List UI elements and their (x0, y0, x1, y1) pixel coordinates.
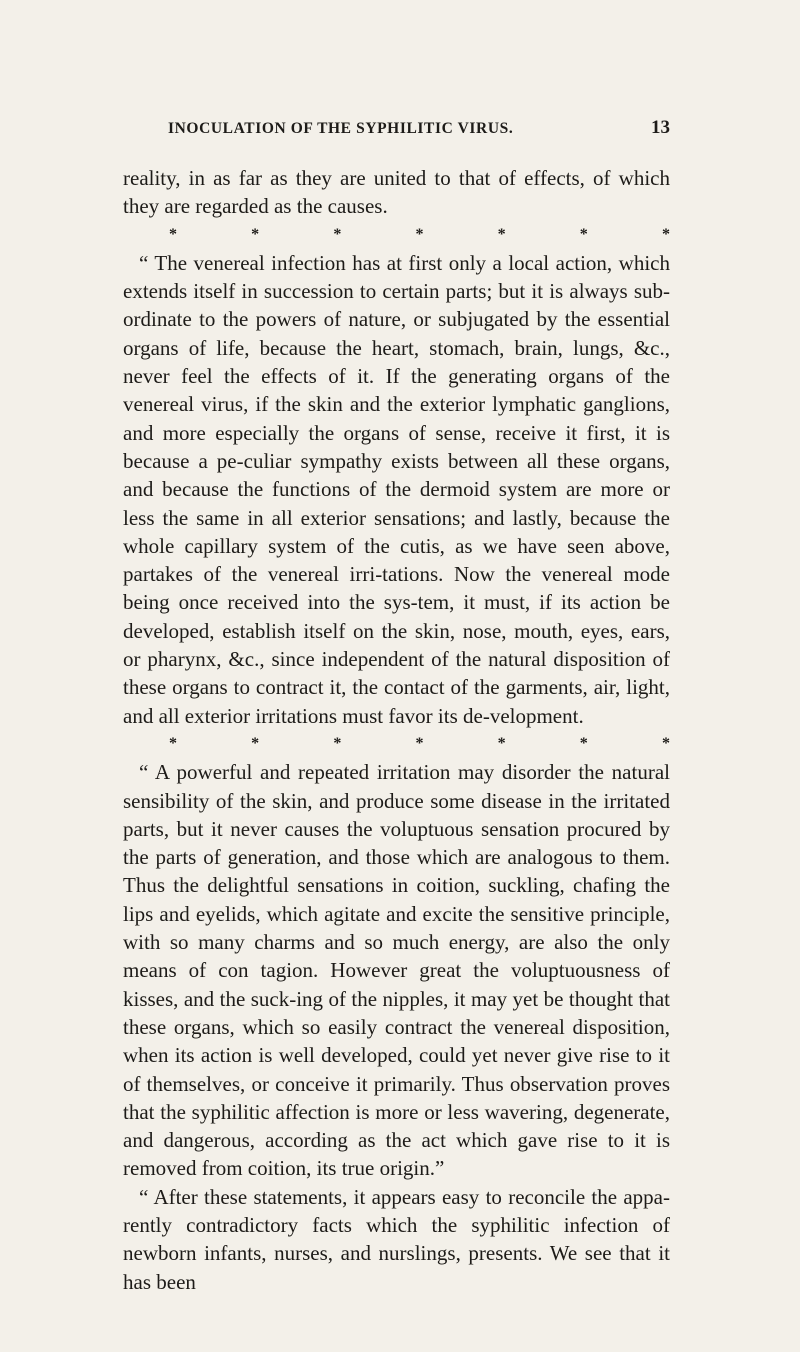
asterisk: * (415, 734, 424, 752)
paragraph-venereal-infection: “ The venereal infection has at first only a local action, which extends itself in succession to certain parts; but it is always sub-ordinate to the powers of nature, or subjugated by the essential organs of life, because the heart, stomach, brain, lungs, &c., never feel the effects of it. If the generating organs of the venereal virus, if the skin and the exterior lymphatic ganglions, and more especially the organs of sense, receive it first, it is because a pe-culiar sympathy exists between all these organs, and because the functions of the dermoid system are more or less the same in all exterior sensations; and lastly, because the whole capillary system of the cutis, as we have seen above, partakes of the venereal irri-tations. Now the venereal mode being once received into the sys-tem, it must, if its action be developed, establish itself on the skin, nose, mouth, eyes, ears, or pharynx, &c., since independent of the natural disposition of these organs to contract it, the contact of the garments, air, light, and all exterior irritations must favor its de-velopment. (123, 250, 670, 728)
asterisk: * (333, 734, 342, 752)
asterisk: * (169, 734, 177, 752)
paragraph-after-statements: “ After these statements, it appears easy to reconcile the appa-rently contradictory facts which the syphilitic infection of newborn infants, nurses, and nurslings, presents. We see that it has been (123, 1184, 670, 1294)
asterisk: * (579, 225, 588, 243)
paragraph-continuation: reality, in as far as they are united to that of effects, of which they are regarded as the causes. (123, 166, 670, 219)
asterisk: * (333, 225, 342, 243)
asterism-separator (123, 730, 670, 758)
asterisk: * (497, 734, 506, 752)
asterisk: * (251, 225, 260, 243)
running-head (120, 117, 670, 142)
asterism-separator (123, 221, 670, 249)
running-title: INOCULATION OF THE SYPHILITIC VIRUS. (168, 120, 514, 137)
asterisk: * (497, 225, 506, 243)
asterisk: * (661, 734, 670, 752)
asterisk: * (251, 734, 260, 752)
asterisk: * (415, 225, 424, 243)
page-number: 13 (651, 117, 670, 138)
asterisk: * (661, 225, 670, 243)
body-text (123, 164, 670, 1296)
paragraph-powerful-irritation: “ A powerful and repeated irritation may disorder the natural sensibility of the skin, and produce some disease in the irritated parts, but it never causes the voluptuous sensation procured by the parts of generation, and those which are analogous to them. Thus the delightful sensations in coition, suckling, chafing the lips and eyelids, which agitate and excite the sensitive principle, with so many charms and so much energy, are also the only means of con tagion. However great the voluptuousness of kisses, and the suck-ing of the nipples, it may yet be thought that these organs, which so easily contract the venereal disposition, when its action is well developed, could yet never give rise to it of themselves, or conceive it primarily. Thus observation proves that the syphilitic affection is more or less wavering, degenerate, and dangerous, according as the act which gave rise to it is removed from coition, its true origin.” (123, 760, 670, 1181)
asterisk: * (169, 225, 177, 243)
asterisk: * (579, 734, 588, 752)
